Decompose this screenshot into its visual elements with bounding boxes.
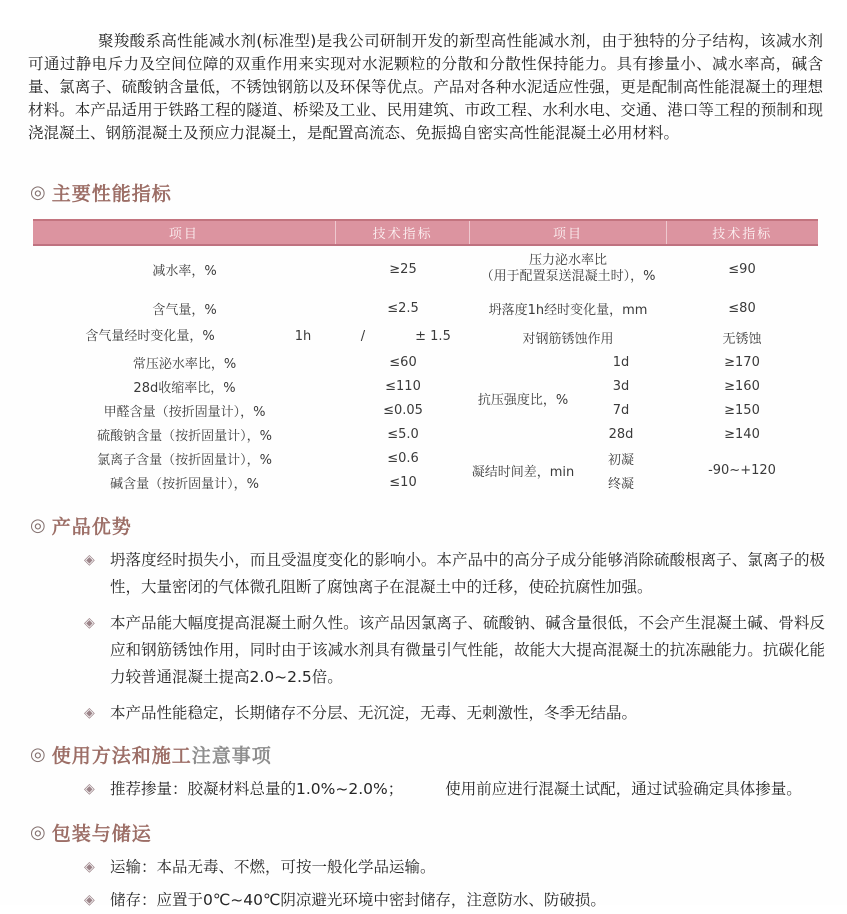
- age-value: ≥160: [724, 378, 760, 394]
- row-label: 常压泌水率比，%: [132, 356, 237, 372]
- section-marker-icon: ◎: [30, 744, 47, 765]
- table-header-spec-left: 技术指标: [335, 221, 469, 244]
- row-value: ≤60: [389, 354, 417, 370]
- advantage-text: 本产品能大幅度提高混凝土耐久性。该产品因氯离子、硫酸钠、碱含量很低，不会产生混凝土碱、骨料反应和钢筋锈蚀作用，同时由于该减水剂具有微量引气性能，故能大大提高混凝土的抗冻融能力。抗碳化能力较普通混凝土提高2.0~2.5倍。: [110, 614, 825, 686]
- table-row: [33, 292, 470, 324]
- table-row: [33, 350, 470, 374]
- table-row-air-content-change: [33, 324, 470, 350]
- row-value: ± 1.5: [415, 329, 451, 344]
- age-label: 7d: [612, 402, 630, 418]
- performance-table: [33, 219, 818, 494]
- row-value: 无锈蚀: [722, 331, 762, 347]
- row-subcol-slash: /: [360, 329, 366, 344]
- packaging-list: [0, 854, 847, 914]
- row-label: 硫酸钠含量（按折固量计），%: [97, 428, 272, 444]
- table-row: [470, 246, 818, 292]
- setting-initial: 初凝: [607, 452, 634, 468]
- row-label: 氯离子含量（按折固量计），%: [97, 452, 272, 468]
- usage-trial: 使用前应进行混凝土试配，通过试验确定具体掺量。: [445, 780, 802, 798]
- diamond-bullet-icon: ◈: [84, 892, 95, 908]
- section-title-usage-suffix: 注意事项: [191, 745, 272, 767]
- row-label: 碱含量（按折固量计），%: [110, 476, 259, 492]
- section-title-packaging: 包装与储运: [51, 823, 152, 845]
- row-label-line1: 压力泌水率比: [528, 253, 607, 268]
- row-value: ≤2.5: [387, 300, 419, 316]
- row-value: ≤110: [385, 378, 421, 394]
- row-value: ≤0.05: [383, 402, 423, 418]
- row-label: 甲醛含量（按折固量计），%: [103, 404, 266, 420]
- section-heading-advantages: [30, 512, 847, 539]
- advantage-item: [84, 610, 825, 691]
- age-label: 1d: [612, 354, 630, 370]
- section-marker-icon: ◎: [30, 822, 47, 843]
- row-value: ≤10: [389, 474, 417, 490]
- table-right-half: [470, 246, 818, 494]
- spacer: [403, 776, 445, 803]
- usage-item: [84, 776, 825, 803]
- table-row: [33, 422, 470, 446]
- packaging-item: [84, 887, 825, 914]
- age-label: 3d: [612, 378, 630, 394]
- diamond-bullet-icon: ◈: [84, 705, 95, 721]
- advantage-item: [84, 700, 825, 727]
- table-header-item-left: 项目: [168, 227, 199, 242]
- table-row: [470, 292, 818, 324]
- diamond-bullet-icon: ◈: [84, 781, 95, 797]
- row-value: ≤5.0: [387, 426, 419, 442]
- table-body: [33, 246, 818, 494]
- advantage-text: 本产品性能稳定，长期储存不分层、无沉淀，无毒、无刺激性，冬季无结晶。: [110, 704, 638, 722]
- packaging-text: 储存：应置于0℃~40℃阴凉避光环境中密封储存，注意防水、防破损。: [110, 891, 606, 909]
- age-value: ≥140: [724, 426, 760, 442]
- table-row: [33, 470, 470, 494]
- section-heading-usage: [30, 741, 847, 768]
- diamond-bullet-icon: ◈: [84, 615, 95, 631]
- row-label: 含气量经时变化量，%: [85, 329, 215, 344]
- packaging-item: [84, 854, 825, 881]
- table-row: [470, 324, 818, 350]
- usage-dosage: 推荐掺量：胶凝材料总量的1.0%~2.0%；: [110, 780, 404, 798]
- advantages-list: [0, 547, 847, 727]
- row-subcol-time: 1h: [294, 329, 312, 344]
- usage-text: [110, 776, 802, 803]
- row-label: 28d收缩率比，%: [133, 380, 236, 396]
- intro-paragraph: 聚羧酸系高性能减水剂(标准型)是我公司研制开发的新型高性能减水剂，由于独特的分子结构，该减水剂可通过静电斥力及空间位障的双重作用来实现对水泥颗粒的分散和分散性保持能力。具有掺量小、减水率高，碱含量、氯离子、硫酸钠含量低，不锈蚀钢筋以及环保等优点。产品对各种水泥适应性强，更是配制高性能混凝土的理想材料。本产品适用于铁路工程的隧道、桥梁及工业、民用建筑、市政工程、水利水电、交通、港口等工程的预制和现浇混凝土、钢筋混凝土及预应力混凝土，是配置高流态、免振捣自密实高性能混凝土必用材料。: [28, 32, 823, 142]
- section-heading-performance: [30, 179, 847, 206]
- diamond-bullet-icon: ◈: [84, 552, 95, 568]
- section-heading-packaging: [30, 819, 847, 846]
- table-row: [33, 446, 470, 470]
- product-datasheet-page: [0, 30, 847, 909]
- age-value: ≥150: [724, 402, 760, 418]
- section-title-usage: 使用方法和施工: [51, 745, 192, 767]
- table-left-half: [33, 246, 470, 494]
- row-label: 对钢筋锈蚀作用: [522, 331, 614, 347]
- row-label: 坍落度1h经时变化量，mm: [488, 302, 648, 318]
- usage-list: [0, 776, 847, 803]
- table-group-setting-time: [470, 446, 818, 494]
- section-title-performance: 主要性能指标: [51, 183, 172, 205]
- row-label: 减水率，%: [152, 263, 217, 279]
- section-marker-icon: ◎: [30, 182, 47, 203]
- row-value: ≤90: [728, 261, 756, 277]
- advantage-item: [84, 547, 825, 601]
- row-label: [470, 246, 666, 292]
- group-ages: [576, 350, 666, 446]
- row-value: ≤0.6: [387, 450, 419, 466]
- table-header-row: [33, 219, 818, 246]
- group-label: 凝结时间差，min: [471, 464, 575, 480]
- age-value: ≥170: [724, 354, 760, 370]
- advantage-text: 坍落度经时损失小，而且受温度变化的影响小。本产品中的高分子成分能够消除硫酸根离子、氯离子的极性，大量密闭的气体微孔阻断了腐蚀离子在混凝土中的迁移，使砼抗腐性加强。: [110, 551, 825, 596]
- group-values: [666, 350, 818, 446]
- table-row: [33, 398, 470, 422]
- table-row: [33, 246, 470, 292]
- row-label-line2: （用于配置泵送混凝土时），%: [480, 269, 656, 284]
- section-marker-icon: ◎: [30, 515, 47, 536]
- row-value: ≤80: [728, 300, 756, 316]
- row-value: ≥25: [389, 261, 417, 277]
- age-label: 28d: [608, 426, 634, 442]
- section-title-advantages: 产品优势: [51, 516, 132, 538]
- packaging-text: 运输：本品无毒、不燃，可按一般化学品运输。: [110, 858, 436, 876]
- group-label: 抗压强度比，%: [477, 392, 569, 408]
- table-header-item-right: 项目: [469, 221, 665, 244]
- table-row: [33, 374, 470, 398]
- table-header-spec-right: 技术指标: [666, 221, 818, 244]
- table-group-compressive-strength: [470, 350, 818, 446]
- row-label: 含气量，%: [152, 302, 217, 318]
- setting-final: 终凝: [607, 476, 634, 492]
- diamond-bullet-icon: ◈: [84, 859, 95, 875]
- group-sub-labels: [576, 446, 666, 494]
- group-value: -90~+120: [708, 462, 776, 478]
